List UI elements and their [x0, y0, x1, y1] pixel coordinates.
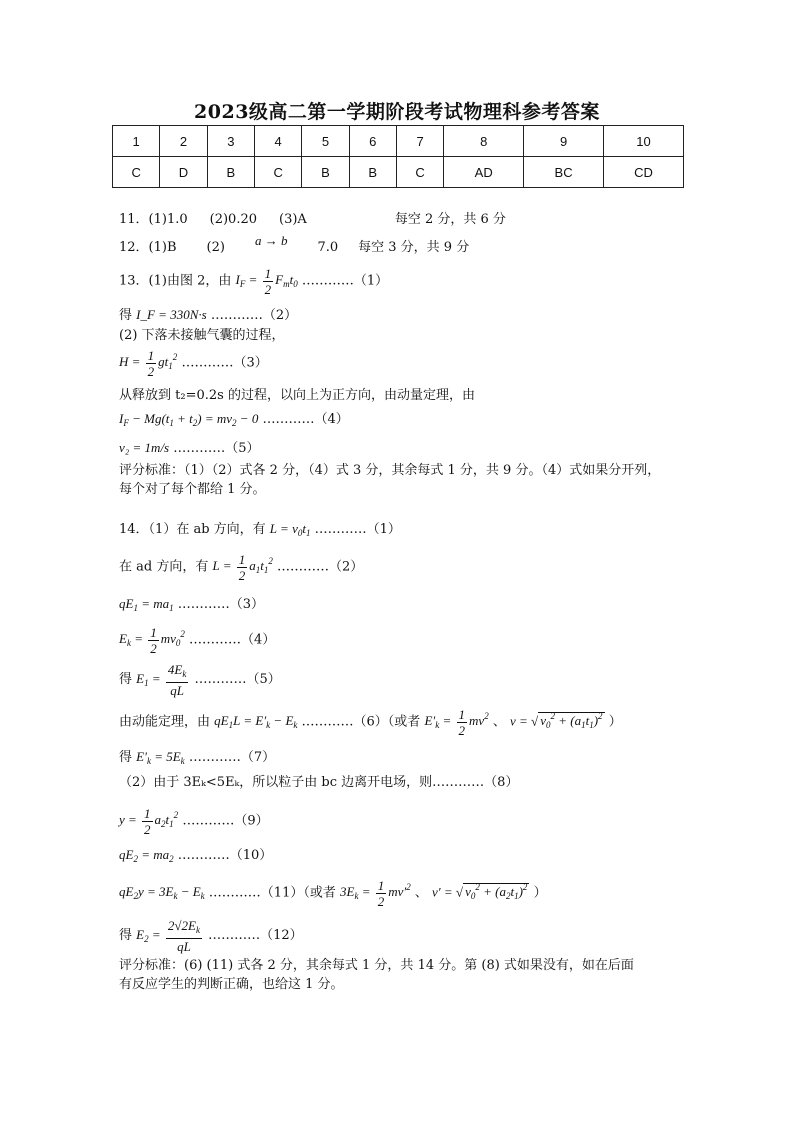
question-number-cell: 10	[604, 126, 684, 157]
eq-free-fall: H = $\frac{1}{2}$ $gt_1^2$	[119, 348, 178, 379]
question-number-cell: 7	[396, 126, 443, 157]
answer-cell: C	[254, 157, 301, 188]
q14-line-6: 由动能定理，由 $qE_1L = E'_k - E_k$ …………（6）（或者 $E'_k$ = $\frac{1}{2}$ $mv^2$ 、 v = √ $v_0^2 + (a_1t_1)^2$ ）	[119, 707, 622, 738]
q11-part3: (3)A	[279, 212, 307, 227]
question-number-cell: 4	[254, 126, 301, 157]
question-number-cell: 1	[113, 126, 160, 157]
q13-line-7: v₂ = 1m/s …………（5）	[119, 440, 260, 456]
question-number-row	[113, 126, 684, 157]
eq-momentum-theorem: $I_F - Mg(t_1 + t_2) = mv_2 - 0$	[119, 411, 259, 428]
answer-cell: BC	[524, 157, 604, 188]
q14-line-3: $qE_1 = ma_1$ …………（3）	[119, 596, 265, 613]
q12-line	[119, 233, 470, 257]
eq-alt-velocity: v = √ $v_0^2 + (a_1t_1)^2$	[510, 711, 603, 731]
eq-alt-kinetic-2: $3E_k$ = $\frac{1}{2}$ $mv'^2$	[339, 878, 411, 909]
answer-cell: C	[396, 157, 443, 188]
eq-field-1: $E_1$ = $\frac{4E_k}{qL}$	[136, 662, 187, 698]
q13-line-1: 13．(1)由图 2，由 $I_F$ = $\frac{1}{2}$ $F_mt_0$ …………（1）	[119, 266, 389, 297]
answer-row	[113, 157, 684, 188]
question-number-cell: 2	[160, 126, 207, 157]
eq-final-kinetic: $E'_k = 5E_k$	[136, 749, 185, 766]
question-number-cell: 9	[524, 126, 604, 157]
eq-impulse-value: I_F = 330N·s	[136, 307, 207, 322]
q11-line	[119, 211, 506, 229]
question-number-cell: 5	[302, 126, 349, 157]
q12-part2: (2)	[206, 240, 225, 255]
eq-displacement-y: y = $\frac{1}{2}$ $a_2t_1^2$	[119, 806, 179, 837]
q14-line-9: y = $\frac{1}{2}$ $a_2t_1^2$ …………（9）	[119, 806, 269, 837]
answer-cell: D	[160, 157, 207, 188]
q13-eval-1: 评分标准：（1）（2）式各 2 分，（4）式 3 分，其余每式 1 分，共 9 分。（4）式如果分开列，	[119, 463, 661, 478]
q13-line-2: 得 I_F = 330N·s …………（2）	[119, 307, 298, 323]
q11-score: 每空 2 分，共 6 分	[394, 212, 506, 227]
eq-velocity: v₂ = 1m/s	[119, 440, 170, 455]
answer-cell: B	[349, 157, 396, 188]
q14-line-1: 14．（1）在 ab 方向，有 $L = v_0t_1$ …………（1）	[119, 521, 401, 538]
q14-line-5: 得 $E_1$ = $\frac{4E_k}{qL}$ …………（5）	[119, 662, 281, 698]
eq-field-2: $E_2$ = $\frac{2√2E_k}{qL}$	[136, 918, 200, 954]
q14-line-12: 得 $E_2$ = $\frac{2√2E_k}{qL}$ …………（12）	[119, 918, 303, 954]
q14-line-4: $E_k$ = $\frac{1}{2}$ $mv_0^2$ …………（4）	[119, 625, 276, 656]
q12-direction: a → b	[254, 233, 288, 248]
q13-line-6: $I_F - Mg(t_1 + t_2) = mv_2 - 0$ …………（4）	[119, 411, 349, 428]
q12-label: 12．(1)B	[119, 240, 177, 255]
eq-newton-2: $qE_2 = ma_2$	[119, 847, 174, 864]
answer-cell: B	[302, 157, 349, 188]
eq-impulse-area: $I_F$ = $\frac{1}{2}$ $F_mt_0$	[235, 266, 298, 297]
eq-alt-kinetic: $E'_k$ = $\frac{1}{2}$ $mv^2$	[424, 707, 489, 738]
question-number-cell: 6	[349, 126, 396, 157]
answer-cell: C	[113, 157, 160, 188]
question-number-cell: 8	[444, 126, 524, 157]
q12-score: 每空 3 分，共 9 分	[358, 240, 470, 255]
eq-ad-direction: L = $\frac{1}{2}$ $a_1t_1^2$	[212, 552, 273, 583]
eq-work-energy-2: $qE_2y = 3E_k - E_k$	[119, 884, 205, 902]
q13-line-4: H = $\frac{1}{2}$ $gt_1^2$ …………（3）	[119, 348, 268, 379]
q13-line-3: (2) 下落未接触气囊的过程，	[119, 328, 285, 343]
eq-alt-velocity-2: v′ = √ $v_0^2 + (a_2t_1)^2$	[432, 882, 528, 902]
q14-line-11: $qE_2y = 3E_k - E_k$ …………（11）（或者 $3E_k$ = $\frac{1}{2}$ $mv'^2$ 、 v′ = √ $v_0^2 + (a_2t_1)^2$ ）	[119, 878, 547, 909]
answer-table	[112, 125, 684, 188]
answer-cell: B	[207, 157, 254, 188]
q14-eval-2: 有反应学生的判断正确，也给这 1 分。	[119, 977, 344, 992]
question-number-cell: 3	[207, 126, 254, 157]
q11-part2: (2)0.20	[209, 212, 258, 227]
q14-eval-1: 评分标准：(6) (11) 式各 2 分，其余每式 1 分，共 14 分。第 (8) 式如果没有，如在后面	[119, 958, 634, 973]
q14-line-7: 得 $E'_k = 5E_k$ …………（7）	[119, 749, 276, 766]
eq-ab-direction: $L = v_0t_1$	[269, 521, 311, 538]
answer-cell: CD	[604, 157, 684, 188]
answer-cell: AD	[444, 157, 524, 188]
q14-line-8: （2）由于 3Eₖ<5Eₖ，所以粒子由 bc 边离开电场，则…………（8）	[119, 775, 519, 790]
q14-line-10: $qE_2 = ma_2$ …………（10）	[119, 847, 273, 864]
q12-value: 7.0	[317, 240, 339, 255]
eq-newton-1: $qE_1 = ma_1$	[119, 596, 174, 613]
q14-line-2: 在 ad 方向，有 L = $\frac{1}{2}$ $a_1t_1^2$ …………（2）	[119, 552, 364, 583]
q13-eval-2: 每个对了每个都给 1 分。	[119, 482, 266, 497]
eq-kinetic-energy: $E_k$ = $\frac{1}{2}$ $mv_0^2$	[119, 625, 185, 656]
eq-work-energy: $qE_1L = E'_k - E_k$	[214, 713, 298, 731]
q11-label: 11．(1)1.0	[119, 212, 188, 227]
page-title: 2023级高二第一学期阶段考试物理科参考答案	[194, 101, 600, 123]
q13-line-5: 从释放到 t₂=0.2s 的过程，以向上为正方向，由动量定理，由	[119, 388, 475, 403]
